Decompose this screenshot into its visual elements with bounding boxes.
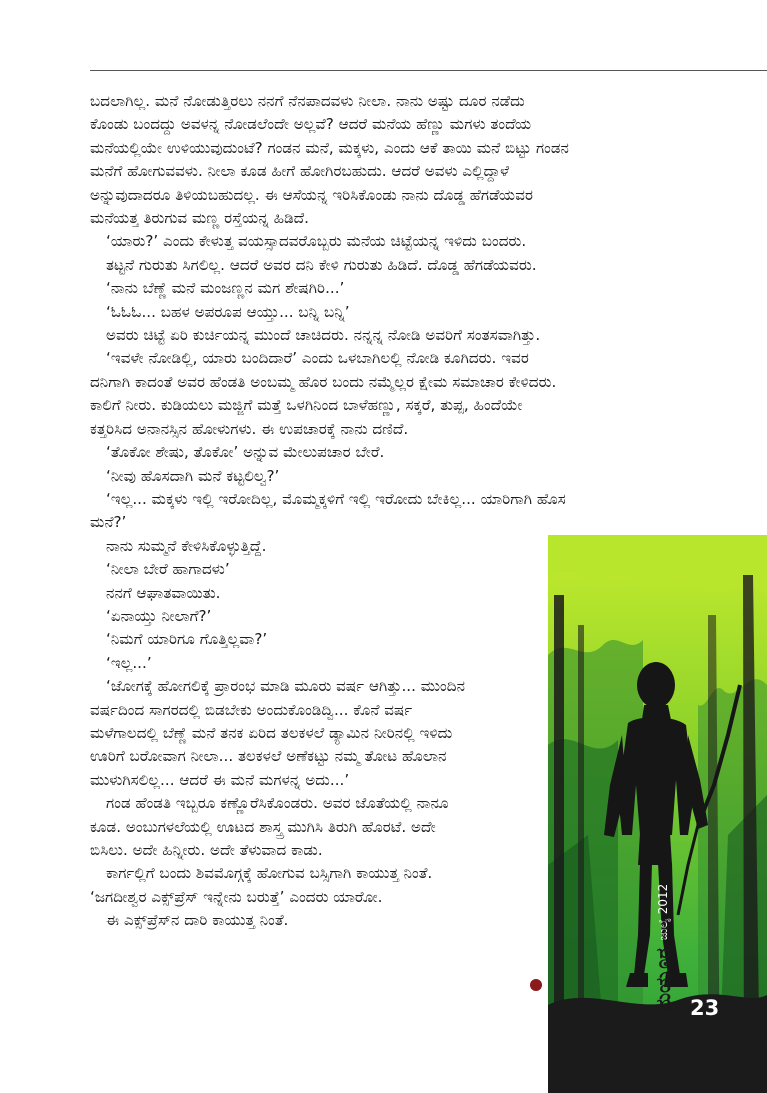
story-line: ಈ ಎಕ್ಸ್‌ಪ್ರೆಸ್‌ನ ದಾರಿ ಕಾಯುತ್ತ ನಿಂತೆ. [106,911,289,930]
magazine-masthead [650,880,676,1012]
story-line: ನನಗೆ ಆಘಾತವಾಯಿತು. [106,583,221,602]
story-line: ಗಂಡ ಹೆಂಡತಿ ಇಬ್ಬರೂ ಕಣ್ಣೊರೆಸಿಕೊಂಡರು. ಅವರ ಜೊತೆಯಲ್ಲಿ ನಾನೂ [106,794,449,813]
story-line: ‘ಏನಾಯ್ತು ನೀಲಾಗೆ?’ [106,606,212,625]
story-line: ‘ನಿಮಗೆ ಯಾರಿಗೂ ಗೊತ್ತಿಲ್ಲವಾ?’ [106,630,268,649]
story-line: ಮನೆಗೆ ಹೋಗುವವಳು. ನೀಲಾ ಕೂಡ ಹೀಗೆ ಹೋಗಿರಬಹುದು. ಆದರೆ ಅವಳು ಎಲ್ಲಿದ್ದಾಳೆ [90,162,510,181]
story-line: ‘ನೀವು ಹೊಸದಾಗಿ ಮನೆ ಕಟ್ಟಲಿಲ್ವ?’ [106,466,280,485]
story-line: ಬದಲಾಗಿಲ್ಲ. ಮನೆ ನೋಡುತ್ತಿರಲು ನನಗೆ ನೆನಪಾದವಳು ನೀಲಾ. ನಾನು ಅಷ್ಟು ದೂರ ನಡೆದು [90,92,525,110]
artist-signature [735,1030,765,1060]
story-line: ಕೂಡ. ಅಂಬುಗಳಲೆಯಲ್ಲಿ ಊಟದ ಶಾಸ್ತ್ರ ಮುಗಿಸಿ ತಿರುಗಿ ಹೊರಟೆ. ಅದೇ [90,817,436,836]
magazine-name: ಮಯೂರ [651,948,675,1012]
page-number: 23 [690,996,720,1020]
story-line: ಕೊಂಡು ಬಂದದ್ದು ಅವಳನ್ನ ನೋಡಲೆಂದೇ ಅಲ್ಲವೆ? ಆದರೆ ಮನೆಯ ಹೆಣ್ಣು ಮಗಳು ತಂದೆಯ [90,115,532,134]
story-line: ವರ್ಷದಿಂದ ಸಾಗರದಲ್ಲಿ ಬಿಡಬೇಕು ಅಂದುಕೊಂಡಿದ್ವಿ... ಕೊನೆ ವರ್ಷ [90,700,413,719]
story-line: ‘ಜಗದೀಶ್ವರ ಎಕ್ಸ್‌ಪ್ರೆಸ್ ಇನ್ನೇನು ಬರುತ್ತೆ’ ಎಂದರು ಯಾರೋ. [90,887,383,906]
story-line: ಕಾರ್ಗಲ್ಲಿಗೆ ಬಂದು ಶಿವಮೊಗ್ಗಕ್ಕೆ ಹೋಗುವ ಬಸ್ಸಿಗಾಗಿ ಕಾಯುತ್ತ ನಿಂತೆ. [106,864,433,883]
story-line: ‘ನಾನು ಬೆಣ್ಣೆ ಮನೆ ಮಂಜಣ್ಣನ ಮಗ ಶೇಷಗಿರಿ...’ [106,279,345,298]
story-line: ತಟ್ಟನೆ ಗುರುತು ಸಿಗಲಿಲ್ಲ. ಆದರೆ ಅವರ ದನಿ ಕೇಳಿ ಗುರುತು ಹಿಡಿದೆ. ದೊಡ್ಡ ಹೆಗಡೆಯವರು. [106,255,537,274]
story-line: ‘ಇವಳೇ ನೋಡಿಲ್ಲಿ, ಯಾರು ಬಂದಿದಾರೆ’ ಎಂದು ಒಳಬಾಗಿಲಲ್ಲಿ ನೋಡಿ ಕೂಗಿದರು. ಇವರ [106,349,529,368]
story-line: ‘ಇಲ್ಲ... ಮಕ್ಕಳು ಇಲ್ಲಿ ಇರೋದಿಲ್ಲ, ಮೊಮ್ಮಕ್ಕಳಿಗೆ ಇಲ್ಲಿ ಇರೋದು ಬೇಕಿಲ್ಲ... ಯಾರಿಗಾಗಿ ಹೊಸ [106,489,566,508]
story-line: ಬಿಸಿಲು. ಅದೇ ಹಿನ್ನೀರು. ಅದೇ ತೆಳುವಾದ ಕಾಡು. [90,841,323,859]
story-line: ದನಿಗಾಗಿ ಕಾದಂತೆ ಅವರ ಹೆಂಡತಿ ಅಂಬಮ್ಮ ಹೊರ ಬಂದು ನಮ್ಮೆಲ್ಲರ ಕ್ಷೇಮ ಸಮಾಚಾರ ಕೇಳಿದರು. [90,372,557,391]
story-line: ಮನೆ?’ [90,513,127,532]
story-line: ‘ತೊಕೋ ಶೇಷು, ತೊಕೋ’ ಅನ್ನುವ ಮೇಲುಪಚಾರ ಬೇರೆ. [106,443,385,462]
bullet-dot [530,979,542,991]
issue-date: ಜುಲೈ 2012 [655,883,670,941]
story-line: ಮುಳುಗಿಸಲಿಲ್ಲ... ಆದರೆ ಈ ಮನೆ ಮಗಳನ್ನ ಅದು...’ [90,770,350,789]
story-line: ‘ಇಲ್ಲ...’ [106,653,152,672]
story-line: ಕತ್ತರಿಸಿದ ಅನಾನಸ್ಸಿನ ಹೋಳುಗಳು. ಈ ಉಪಚಾರಕ್ಕೆ ನಾನು ದಣಿದೆ. [90,419,409,438]
story-line: ಅವರು ಚಿಟ್ಟೆ ಏರಿ ಕುರ್ಚಿಯನ್ನ ಮುಂದೆ ಚಾಚಿದರು. ನನ್ನನ್ನ ನೋಡಿ ಅವರಿಗೆ ಸಂತಸವಾಗಿತ್ತು. [106,326,541,345]
story-line: ಮನೆಯತ್ತ ತಿರುಗುವ ಮಣ್ಣ ರಸ್ತೆಯನ್ನ ಹಿಡಿದೆ. [90,209,309,228]
top-rule [90,70,767,71]
story-line: ಮನೆಯಲ್ಲಿಯೇ ಉಳಿಯುವುದುಂಟೆ? ಗಂಡನ ಮನೆ, ಮಕ್ಕಳು, ಎಂದು ಆಕೆ ತಾಯಿ ಮನೆ ಬಿಟ್ಟು ಗಂಡನ [90,138,570,157]
story-line: ‘ಜೋಗಕ್ಕೆ ಹೋಗಲಿಕ್ಕೆ ಪ್ರಾರಂಭ ಮಾಡಿ ಮೂರು ವರ್ಷ ಆಗಿತ್ತು... ಮುಂದಿನ [106,677,466,696]
story-line: ‘ಓಓಓ... ಬಹಳ ಅಪರೂಪ ಆಯ್ತು... ಬನ್ನಿ ಬನ್ನಿ’ [106,302,350,321]
story-line: ‘ನೀಲಾ ಬೇರೆ ಹಾಗಾದಳು’ [106,560,230,579]
story-line: ಕಾಲಿಗೆ ನೀರು. ಕುಡಿಯಲು ಮಜ್ಜಿಗೆ ಮತ್ತೆ ಒಳಗಿನಿಂದ ಬಾಳೆಹಣ್ಣು, ಸಕ್ಕರೆ, ತುಪ್ಪ, ಹಿಂದೆಯೇ [90,396,523,415]
story-line: ಊರಿಗೆ ಬರೋವಾಗ ನೀಲಾ... ತಲಕಳಲೆ ಅಣೆಕಟ್ಟು ನಮ್ಮ ತೋಟ ಹೊಲಾನ [90,747,447,766]
story-line: ‘ಯಾರು?’ ಎಂದು ಕೇಳುತ್ತ ವಯಸ್ಸಾದವರೊಬ್ಬರು ಮನೆಯ ಚಿಟ್ಟೆಯನ್ನ ಇಳಿದು ಬಂದರು. [106,232,527,251]
story-line: ಅನ್ನುವುದಾದರೂ ತಿಳಿಯಬಹುದಲ್ಲ. ಈ ಆಸೆಯನ್ನ ಇರಿಸಿಕೊಂಡು ನಾನು ದೊಡ್ಡ ಹೆಗಡೆಯವರ [90,185,533,204]
story-line: ಮಳೆಗಾಲದಲ್ಲಿ ಬೆಣ್ಣೆ ಮನೆ ತನಕ ಏರಿದ ತಲಕಳಲೆ ಡ್ಯಾಮಿನ ನೀರಿನಲ್ಲಿ ಇಳಿದು [90,723,453,742]
story-line: ನಾನು ಸುಮ್ಮನೆ ಕೇಳಿಸಿಕೊಳ್ಳುತ್ತಿದ್ದೆ. [106,536,267,555]
